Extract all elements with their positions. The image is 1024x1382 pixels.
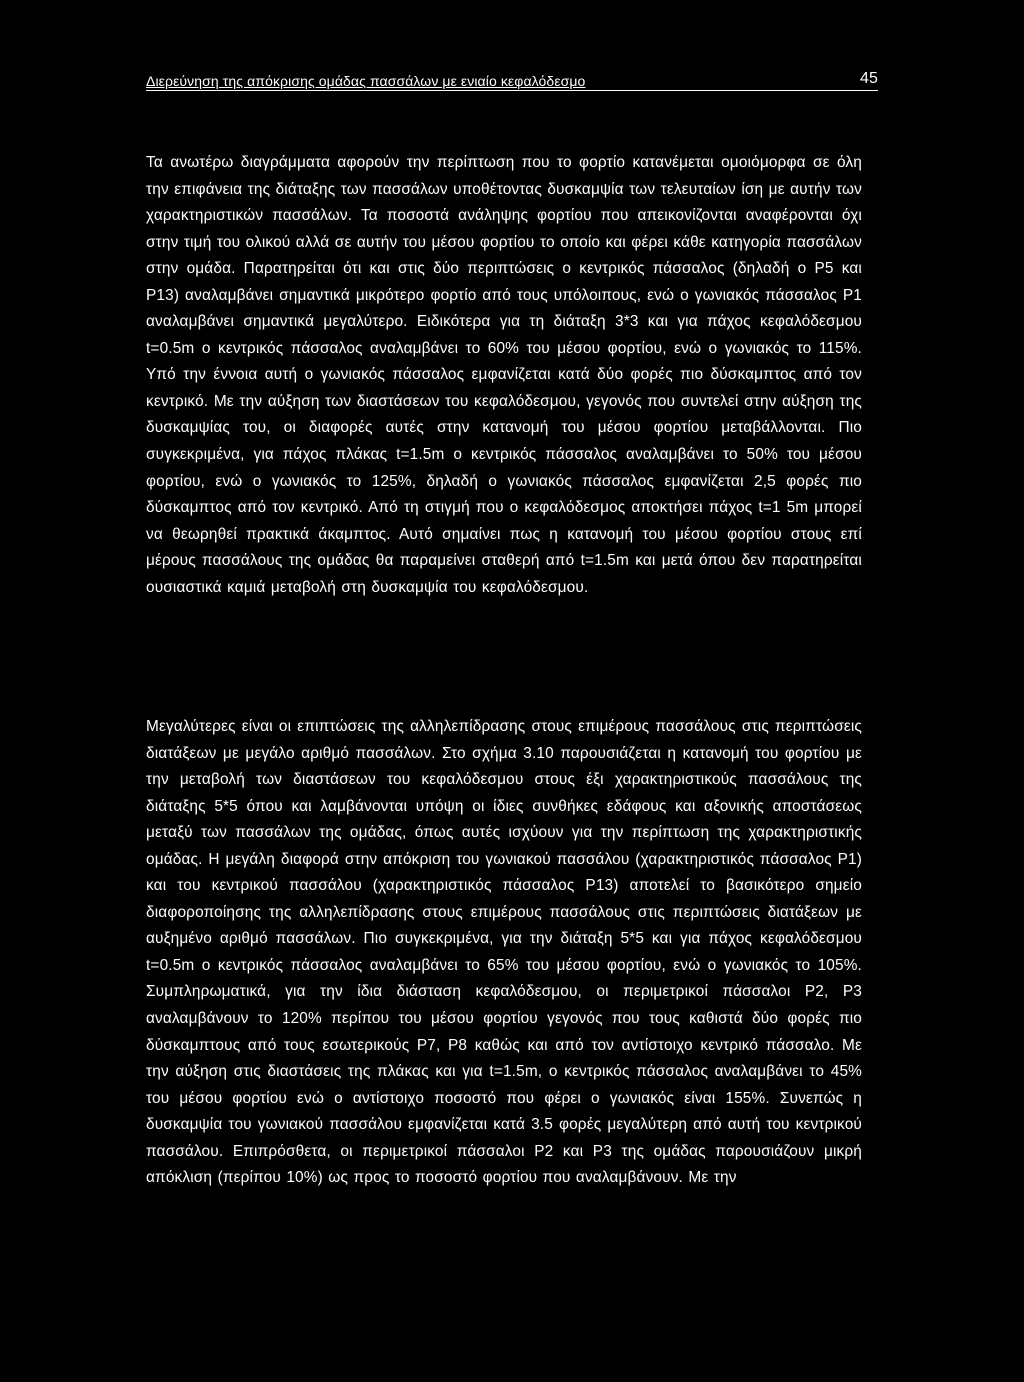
paragraph-2-text: Μεγαλύτερες είναι οι επιπτώσεις της αλληλεπίδρασης στους επιμέρους πασσάλους στις περιπτώσεις διατάξεων με μεγάλο αριθμό πασσάλων. Στο σχήμα 3.10 παρουσιάζεται η κατανομή του φορτίου με την μεταβολή των διαστάσεων του κεφαλόδεσμου στους έξι χαρακτηριστικούς πασσάλους της διάταξης 5*5 όπου και λαμβάνονται υπόψη οι ίδιες συνθήκες εδάφους και αξονικής αποστάσεως μεταξύ των πασσάλων της ομάδας, όπως αυτές ισχύουν για την περίπτωση της χαρακτηριστικής ομάδας. Η μεγάλη διαφορά στην απόκριση του γωνιακού πασσάλου (χαρακτηριστικός πάσσαλος Ρ1) και του κεντρικού πασσάλου (χαρακτηριστικός πάσσαλος Ρ13) αποτελεί το βασικότερο σημείο διαφοροποίησης της αλληλεπίδρασης στους επιμέρους πασσάλους στις περιπτώσεις διατάξεων με αυξημένο αριθμό πασσάλων. Πιο συγκεκριμένα, για την διάταξη 5*5 και για πάχος κεφαλόδεσμου t=0.5m ο κεντρικός πάσσαλος αναλαμβάνει το 65% του μέσου φορτίου, ενώ ο γωνιακός το 105%. Συμπληρωματικά, για την ίδια διάσταση κεφαλόδεσμου, οι περιμετρικοί πάσσαλοι Ρ2, Ρ3 αναλαμβάνουν το 120% περίπου του μέσου φορτίου γεγονός που τους καθιστά δύο φορές πιο δύσκαμπτους από τους εσωτερικούς Ρ7, Ρ8 καθώς και από τον αντίστοιχο κεντρικό πάσσαλο. Με την αύξηση στις διαστάσεις της πλάκας και για t=1.5m, ο κεντρικός πάσσαλος αναλαμβάνει το 45% του μέσου φορτίου ενώ ο αντίστοιχο ποσοστό που φέρει ο γωνιακός είναι 155%. Συνεπώς η δυσκαμψία του γωνιακού πασσάλου εμφανίζεται κατά 3.5 φορές μεγαλύτερη από αυτή του κεντρικού πασσάλου. Επιπρόσθετα, οι περιμετρικοί πάσσαλοι Ρ2 και Ρ3 της ομάδας παρουσιάζουν μικρή απόκλιση (περίπου 10%) ως προς το ποσοστό φορτίου που αναλαμβάνουν. Με την — [146, 718, 862, 1187]
paragraph-1-text: Τα ανωτέρω διαγράμματα αφορούν την περίπτωση που το φορτίο κατανέμεται ομοιόμορφα σε όλη την επιφάνεια της διάταξης των πασσάλων υποθέτοντας δυσκαμψία των τελευταίων ίση με αυτήν των χαρακτηριστικών πασσάλων. Τα ποσοστά ανάληψης φορτίου που απεικονίζονται αναφέρονται όχι στην τιμή του ολικού αλλά σε αυτήν του μέσου φορτίου το οποίο και φέρει κάθε κατηγορία πασσάλων στην ομάδα. Παρατηρείται ότι και στις δύο περιπτώσεις ο κεντρικός πάσσαλος (δηλαδή ο Ρ5 και Ρ13) αναλαμβάνει σημαντικά μικρότερο φορτίο από τους υπόλοιπους, ενώ ο γωνιακός πάσσαλος Ρ1 αναλαμβάνει σημαντικά μεγαλύτερο. Ειδικότερα για τη διάταξη 3*3 και για πάχος κεφαλόδεσμου t=0.5m ο κεντρικός πάσσαλος αναλαμβάνει το 60% του μέσου φορτίου, ενώ ο γωνιακός το 115%. Υπό την έννοια αυτή ο γωνιακός πάσσαλος εμφανίζεται κατά δύο φορές πιο δύσκαμπτος από τον κεντρικό. Με την αύξηση των διαστάσεων του κεφαλόδεσμου, γεγονός που συντελεί στην αύξηση της δυσκαμψίας του, οι διαφορές αυτές στην κατανομή του μέσου φορτίου μεταβάλλονται. Πιο συγκεκριμένα, για πάχος πλάκας t=1.5m ο κεντρικός πάσσαλος αναλαμβάνει το 50% του μέσου φορτίου, ενώ ο γωνιακός το 125%, δηλαδή ο γωνιακός πάσσαλος εμφανίζεται 2,5 φορές πιο δύσκαμπτος από τον κεντρικό. Από τη στιγμή που ο κεφαλόδεσμος αποκτήσει πάχος t=1 5m μπορεί να θεωρηθεί πρακτικά άκαμπτος. Αυτό σημαίνει πως η κατανομή του μέσου φορτίου στους επί μέρους πασσάλους της ομάδας θα παραμείνει σταθερή από t=1.5m και μετά όπου δεν παρατηρείται ουσιαστικά καμιά μεταβολή στη δυσκαμψία του κεφαλόδεσμου. — [146, 154, 862, 596]
paragraph-1 — [146, 150, 862, 601]
paragraph-2 — [146, 714, 862, 1192]
running-title: Διερεύνηση της απόκρισης ομάδας πασσάλων με ενιαίο κεφαλόδεσμο — [146, 73, 586, 89]
running-header — [146, 70, 878, 91]
page-number: 45 — [860, 70, 878, 87]
